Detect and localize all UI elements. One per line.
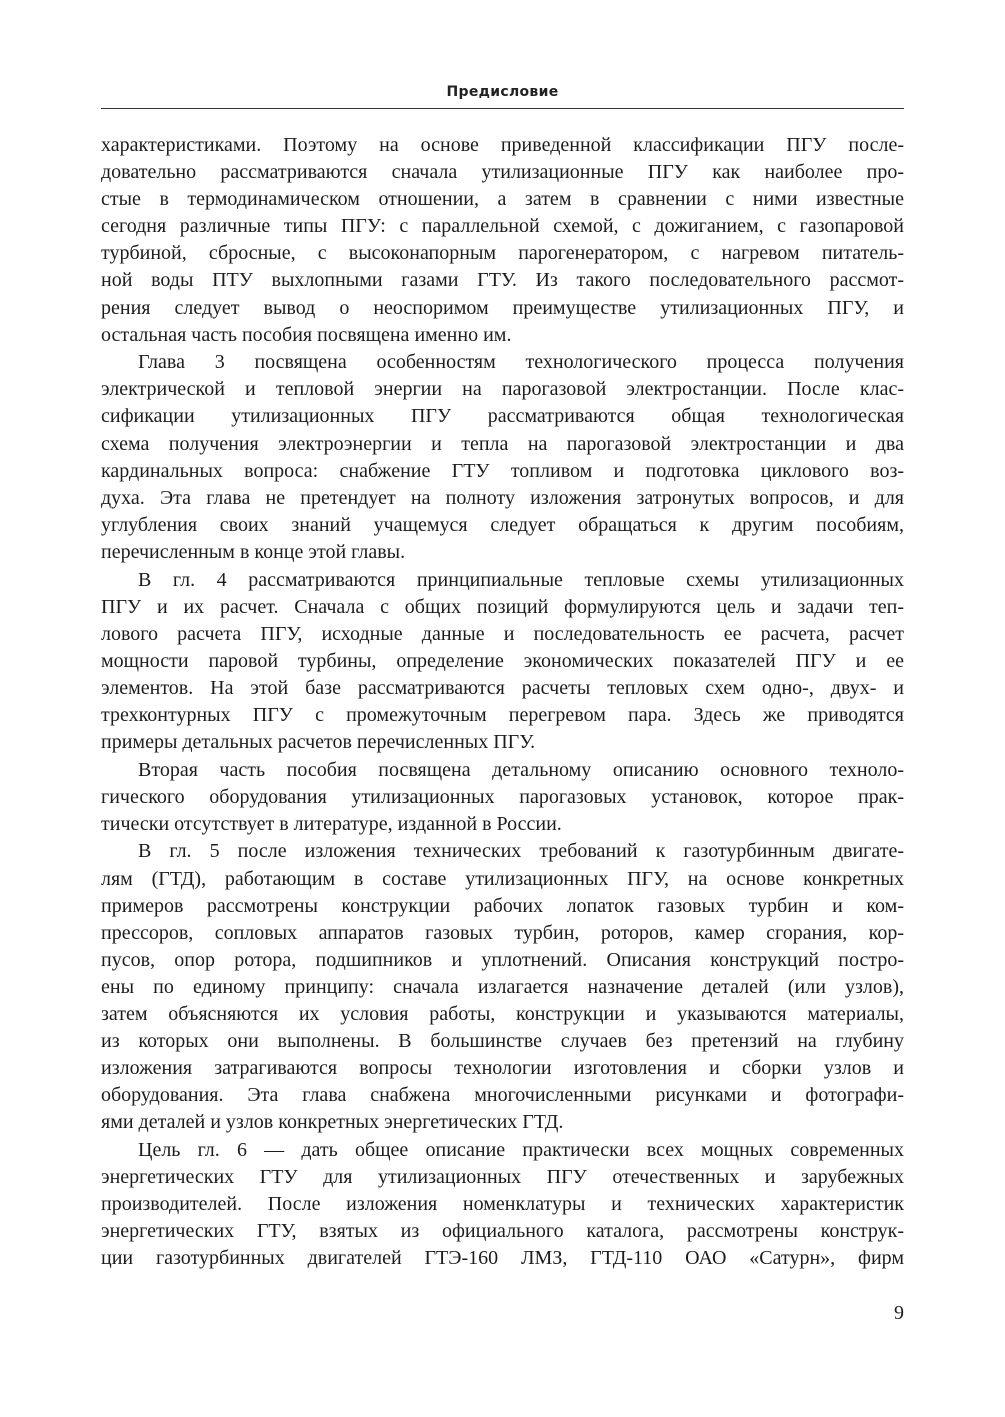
text-line: производителей. После изложения номенклатуры и технических характеристик	[101, 1193, 904, 1216]
text-line: изложения затрагиваются вопросы технологии изготовления и сборки узлов и	[101, 1057, 904, 1080]
text-line: оборудования. Эта глава снабжена многочисленными рисунками и фотографи-	[101, 1084, 904, 1107]
text-line: энергетических ГТУ для утилизационных ПГУ отечественных и зарубежных	[101, 1166, 904, 1189]
text-line: ями деталей и узлов конкретных энергетических ГТД.	[101, 1111, 564, 1134]
text-line: сификации утилизационных ПГУ рассматриваются общая технологическая	[101, 405, 904, 428]
text-line: лям (ГТД), работающим в составе утилизационных ПГУ, на основе конкретных	[101, 867, 904, 890]
text-line: энергетических ГТУ, взятых из официального каталога, рассмотрены конструк-	[101, 1220, 904, 1243]
text-line: примеры детальных расчетов перечисленных ПГУ.	[101, 731, 536, 754]
text-line: трехконтурных ПГУ с промежуточным перегревом пара. Здесь же приводятся	[101, 703, 904, 726]
text-line: затем объясняются их условия работы, конструкции и указываются материалы,	[101, 1003, 904, 1025]
text-line: перечисленным в конце этой главы.	[101, 540, 406, 563]
running-title: Предисловие	[446, 84, 559, 100]
paragraph	[101, 757, 904, 838]
text-line: электрической и тепловой энергии на парогазовой электростанции. После клас-	[101, 378, 904, 401]
text-line: духа. Эта глава не претендует на полноту изложения затронутых вопросов, и для	[101, 486, 904, 509]
paragraph	[101, 132, 904, 349]
text-line: кардинальных вопроса: снабжение ГТУ топливом и подготовка циклового воз-	[101, 459, 904, 482]
text-line: пусов, опор ротора, подшипников и уплотнений. Описания конструкций постро-	[101, 948, 904, 971]
text-line: Глава 3 посвящена особенностям технологического процесса получения	[138, 351, 904, 374]
text-line: углубления своих знаний учащемуся следует обращаться к другим пособиям,	[101, 513, 904, 536]
text-line: характеристиками. Поэтому на основе приведенной классификации ПГУ после-	[101, 134, 904, 156]
text-line: элементов. На этой базе рассматриваются расчеты тепловых схем одно-, двух- и	[101, 676, 904, 699]
text-line: ПГУ и их расчет. Сначала с общих позиций формулируются цель и задачи теп-	[101, 595, 904, 618]
text-line: довательно рассматриваются сначала утилизационные ПГУ как наиболее про-	[101, 161, 904, 184]
text-line: стые в термодинамическом отношении, а затем в сравнении с ними известные	[101, 188, 904, 211]
text-line: В гл. 5 после изложения технических требований к газотурбинным двигате-	[138, 840, 904, 863]
text-line: В гл. 4 рассматриваются принципиальные тепловые схемы утилизационных	[138, 568, 904, 591]
paragraph	[101, 567, 904, 757]
text-line: из которых они выполнены. В большинстве случаев без претензий на глубину	[101, 1030, 904, 1053]
body-text	[101, 132, 904, 1273]
text-line: сегодня различные типы ПГУ: с параллельной схемой, с дожиганием, с газопаровой	[101, 215, 904, 238]
text-line: мощности паровой турбины, определение экономических показателей ПГУ и ее	[101, 649, 904, 672]
paragraph	[101, 1137, 904, 1272]
text-line: тически отсутствует в литературе, изданной в России.	[101, 812, 562, 835]
text-line: Цель гл. 6 — дать общее описание практически всех мощных современных	[138, 1138, 904, 1161]
paragraph	[101, 838, 904, 1136]
text-line: турбиной, сбросные, с высоконапорным парогенератором, с нагревом питатель-	[101, 242, 904, 265]
text-line: ции газотурбинных двигателей ГТЭ-160 ЛМЗ, ГТД-110 ОАО «Сатурн», фирм	[101, 1247, 904, 1270]
text-line: ены по единому принципу: сначала излагается назначение деталей (или узлов),	[101, 975, 904, 998]
text-line: прессоров, сопловых аппаратов газовых турбин, роторов, камер сгорания, кор-	[101, 921, 904, 944]
text-line: рения следует вывод о неоспоримом преимуществе утилизационных ПГУ, и	[101, 296, 904, 319]
header-rule	[101, 108, 904, 109]
text-line: лового расчета ПГУ, исходные данные и последовательность ее расчета, расчет	[101, 622, 904, 645]
text-line: остальная часть пособия посвящена именно им.	[101, 323, 512, 346]
paragraph	[101, 349, 904, 566]
text-line: схема получения электроэнергии и тепла на парогазовой электростанции и два	[101, 432, 904, 455]
page-number: 9	[894, 1302, 904, 1324]
text-line: ной воды ПТУ выхлопными газами ГТУ. Из такого последовательного рассмот-	[101, 269, 904, 292]
text-line: примеров рассмотрены конструкции рабочих лопаток газовых турбин и ком-	[101, 894, 904, 917]
text-line: Вторая часть пособия посвящена детальному описанию основного техноло-	[138, 758, 904, 781]
text-line: гического оборудования утилизационных парогазовых установок, которое прак-	[101, 785, 904, 808]
